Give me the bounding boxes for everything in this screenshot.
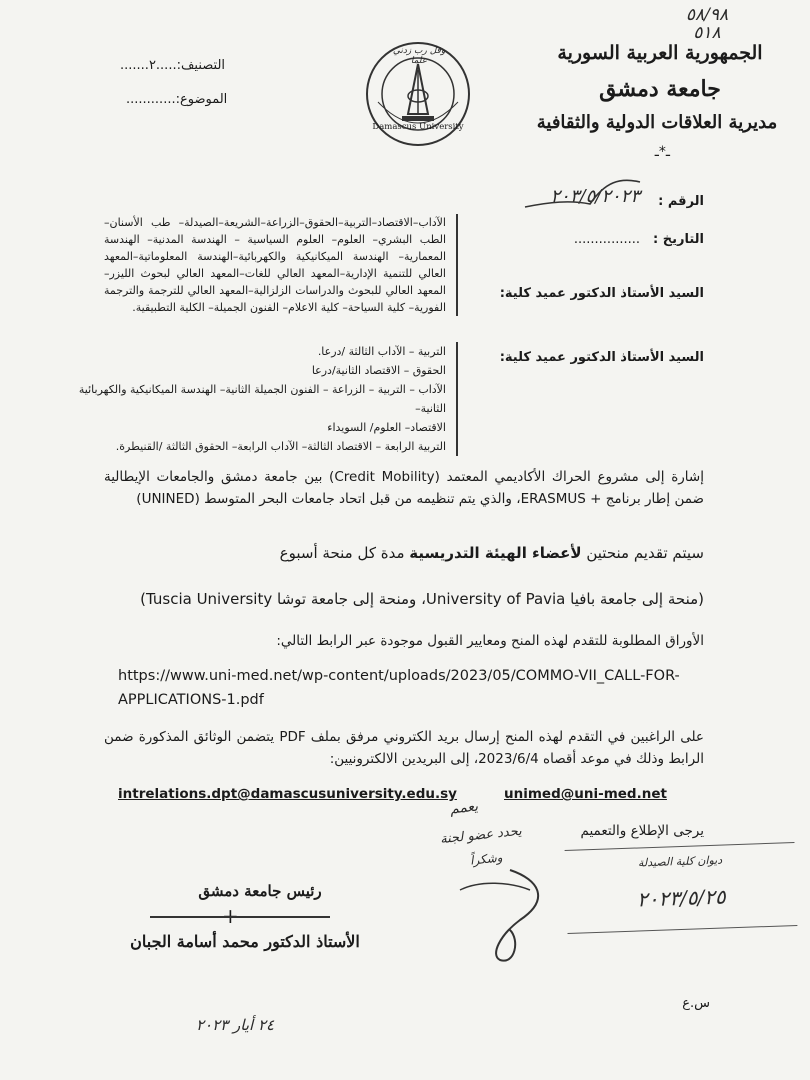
call-link-line-1[interactable]: https://www.uni-med.net/wp-content/uploads/2023/05/COMMO-VII_CALL-FOR-: [118, 668, 680, 684]
recipient-line: التربية الرابعة – الاقتصاد الثالثة– الآداب الرابعة– الحقوق الثالثة /القنيطرة.: [115, 440, 446, 453]
handwritten-reference: ٥٨/٩٨ ٥١٨: [685, 5, 729, 43]
recipient-line: الحقوق – الاقتصاد الثانية/درعا: [311, 364, 446, 377]
recipient-line: التربية – الآداب الثالثة /درعا.: [317, 345, 446, 358]
handwritten-signature-icon: [440, 860, 570, 970]
letterhead-country: الجمهورية العربية السورية: [557, 42, 763, 64]
body-paragraph-5: على الراغبين في التقدم لهذه المنح إرسال بريد الكتروني مرفق بملف PDF يتضمن الوثائق المذكورة ضمن الرابط وذلك في موعد أقصاه 2023/6/4، إلى البريدين الالكترونيين:: [104, 729, 704, 767]
recipient-list-1: الآداب–الاقتصاد–التربية–الحقوق–الزراعة–الشريعة–الصيدلة– طب الأسنان–الطب البشري– العلوم– العلوم السياسية – الهندسة المدنية– الهندسة المعمارية– الهندسة الميكانيكية والكهربائية–الهندسة المعلوماتية–المعهد العالي للتنمية الإدارية–المعهد العالي للغات–المعهد العالي لبحوث الليزر– المعهد العالي للبحوث والدراسات الزلزالية–المعهد العالي للترجمة والترجمة الفورية– كلية السياحة– كلية الاعلام– الفنون الجميلة– الكلية التطبيقية.: [104, 214, 458, 316]
date-label: التاريخ :: [653, 232, 704, 247]
signature-line: [150, 916, 330, 918]
number-value: ٢٠٣/٥/٢٠٢٣: [550, 186, 640, 207]
handwritten-note-2: يحدد عضو لجنة: [439, 823, 523, 848]
signature-mark: +: [222, 904, 239, 928]
letterhead-separator: ـ*ـ: [654, 144, 670, 160]
number-label: الرقم :: [658, 194, 704, 209]
signature-name: الأستاذ الدكتور محمد أسامة الجبان: [130, 932, 360, 951]
para2-bold: لأعضاء الهيئة التدريسية: [409, 544, 582, 562]
recipient-line: الآداب – التربية – الزراعة – الفنون الجميلة الثانية– الهندسة الميكانيكية والكهربائية الثانية–: [78, 383, 446, 415]
subject-field: الموضوع:............: [126, 92, 228, 107]
handwritten-note-1: يعمم: [449, 798, 479, 818]
closing-line: يرجى الإطلاع والتعميم: [580, 823, 704, 839]
letterhead-directorate: مديرية العلاقات الدولية والثقافية: [536, 112, 778, 133]
email-unimed[interactable]: unimed@uni-med.net: [504, 786, 667, 802]
university-logo: [364, 40, 472, 148]
logo-english-name: Damascus University: [372, 122, 464, 132]
received-stamp-date: ٢٠٢٣/٥/٢٥: [636, 884, 727, 912]
top-signature-scribble-icon: [520, 172, 650, 222]
logo-verse: وقل رب زدني علما: [392, 46, 446, 66]
body-paragraph-3: (منحة إلى جامعة بافيا University of Pavia، ومنحة إلى جامعة توشا Tuscia University): [140, 590, 704, 608]
email-intrelations[interactable]: intrelations.dpt@damascusuniversity.edu.sy: [118, 786, 457, 802]
handwritten-note-3: وشكراً: [469, 850, 504, 868]
call-link[interactable]: [118, 664, 698, 712]
recipient-list-2: [64, 342, 458, 456]
body-paragraph-2: [200, 544, 704, 562]
recipient-label-1: السيد الأستاذ الدكتور عميد كلية:: [499, 286, 704, 301]
letterhead-university: جامعة دمشق: [599, 76, 721, 102]
para2-prefix: سيتم تقديم منحتين: [586, 544, 704, 562]
received-stamp-title: ديوان كلية الصيدلة: [637, 853, 723, 870]
date-value: ................: [573, 232, 640, 247]
initials: س.ع: [682, 996, 710, 1011]
body-paragraph-1: إشارة إلى مشروع الحراك الأكاديمي المعتمد (Credit Mobility) بين جامعة دمشق والجامعات الإيطالية ضمن إطار برنامج + ERASMUS، والذي يتم تنظيمه من قبل اتحاد جامعات البحر المتوسط (UNINED): [104, 469, 704, 507]
signature-title: رئيس جامعة دمشق: [198, 882, 322, 900]
recipient-line: الاقتصاد– العلوم/ السويداء: [327, 421, 446, 434]
recipient-label-2: السيد الأستاذ الدكتور عميد كلية:: [499, 350, 704, 365]
call-link-line-2[interactable]: APPLICATIONS-1.pdf: [118, 692, 264, 708]
received-stamp: [565, 842, 798, 934]
para2-suffix: مدة كل منحة أسبوع: [279, 544, 405, 562]
bottom-handwritten-date: ٢٤ أيار ٢٠٢٣: [196, 1016, 275, 1034]
classification-field: التصنيف:.....٢.......: [120, 58, 226, 73]
body-paragraph-4: الأوراق المطلوبة للتقدم لهذه المنح ومعايير القبول موجودة عبر الرابط التالي:: [276, 633, 704, 649]
